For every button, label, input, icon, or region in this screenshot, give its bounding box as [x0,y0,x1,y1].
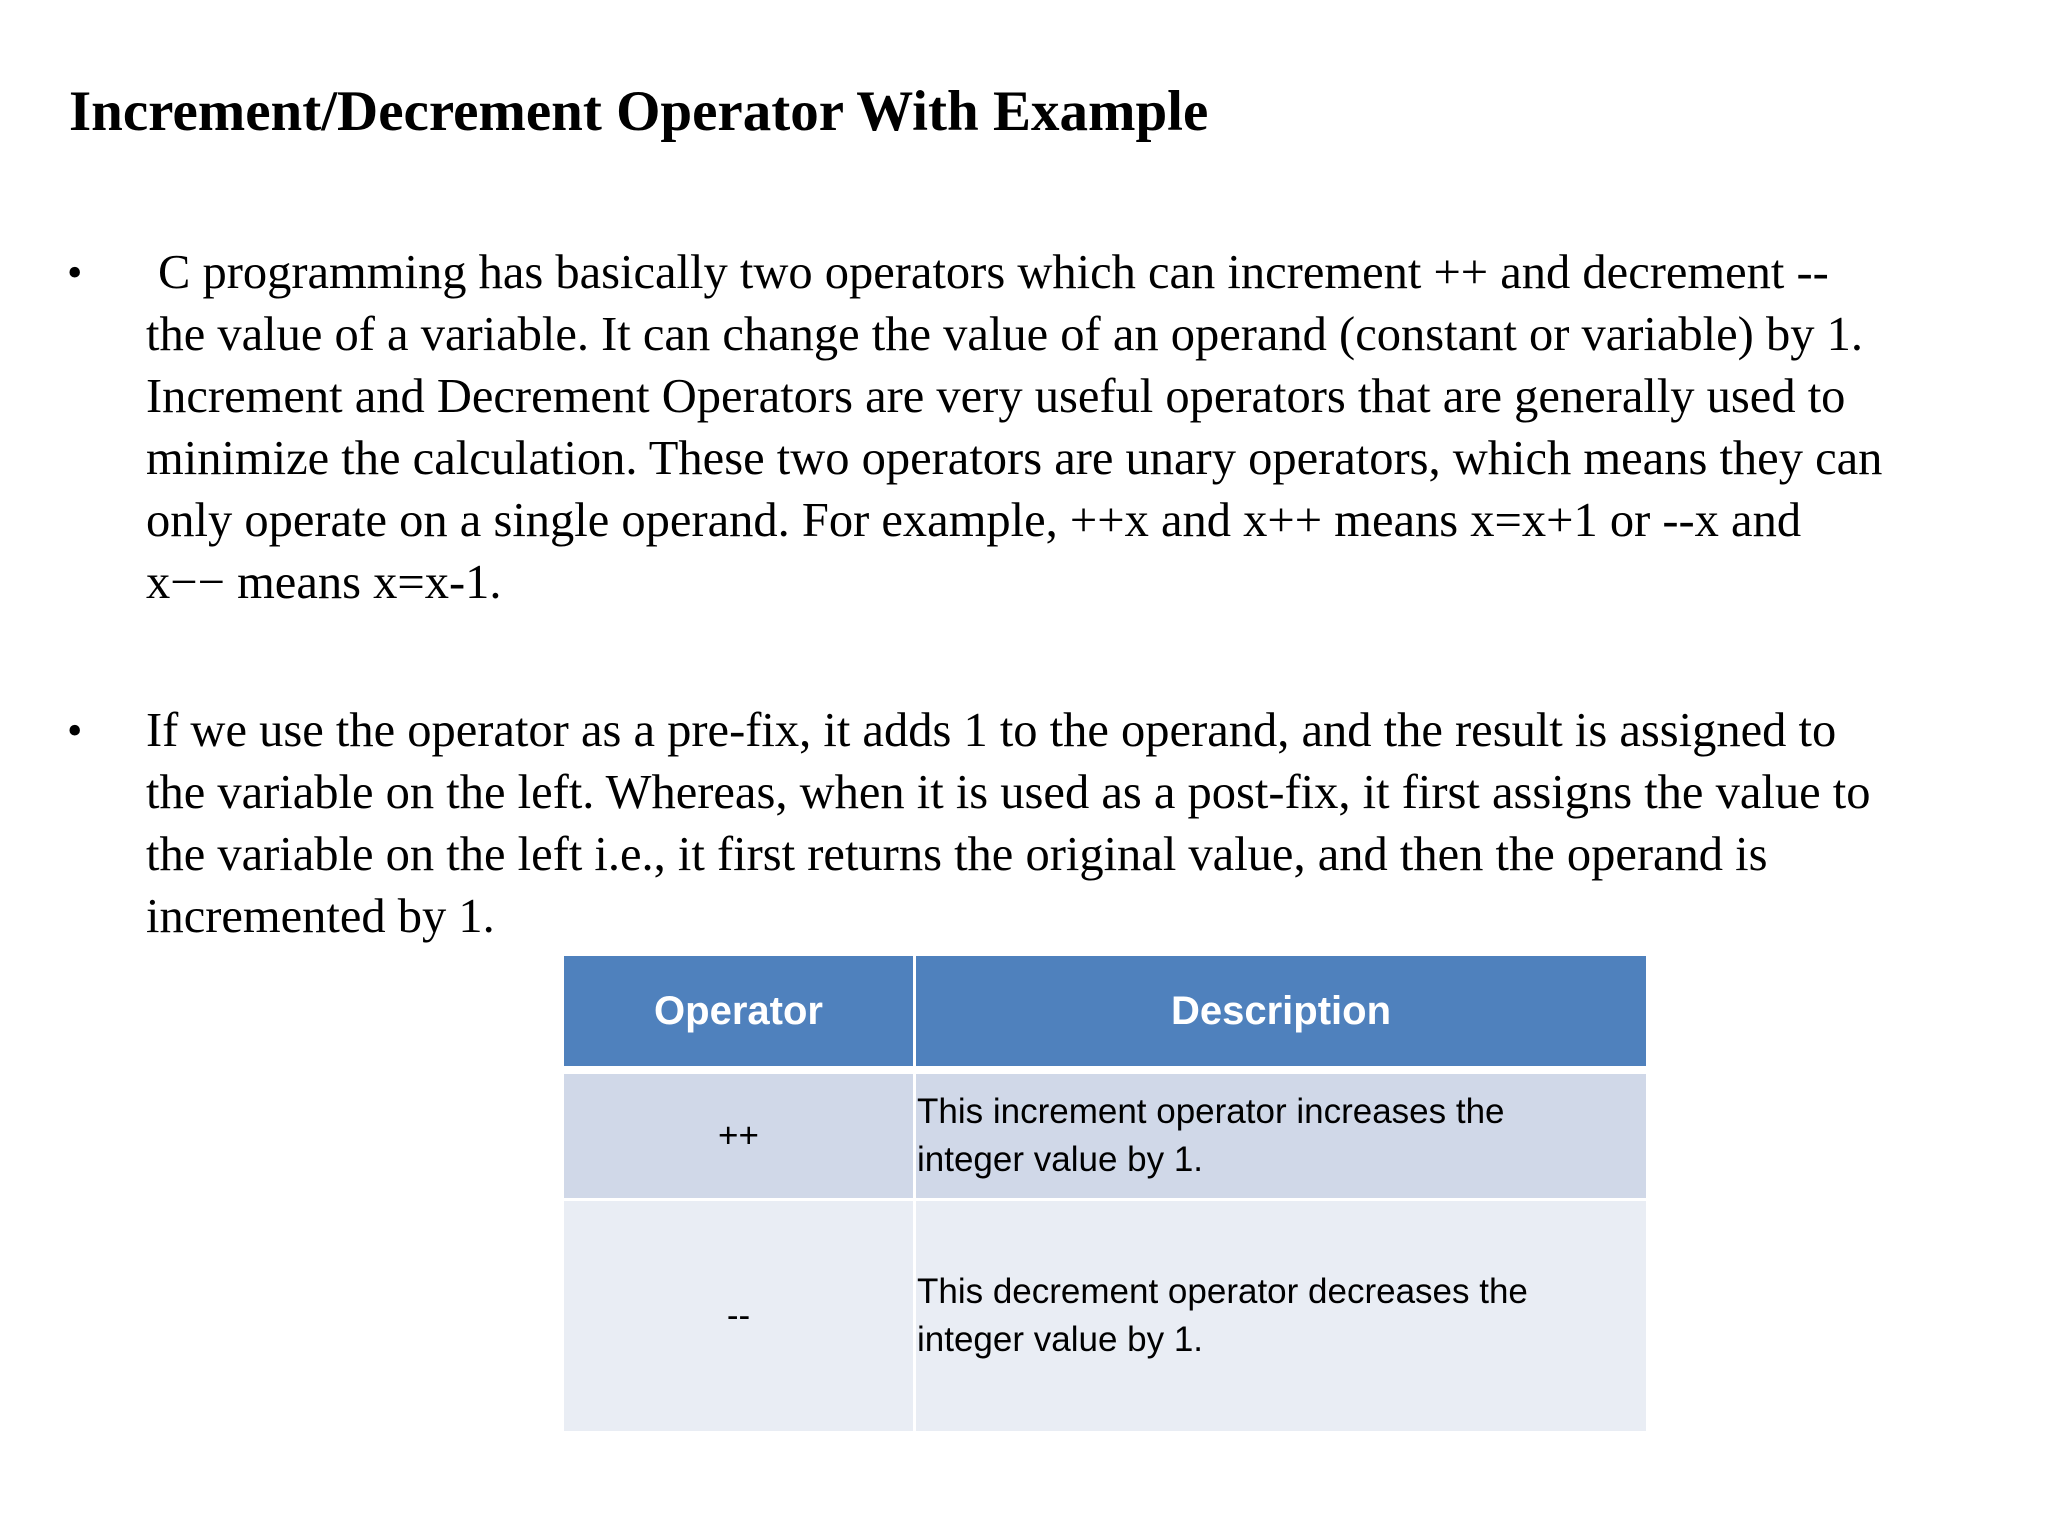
description-line: integer value by 1. [917,1320,1204,1359]
header-description: Description [915,955,1648,1071]
header-operator: Operator [563,955,915,1071]
bullet-line: Increment and Decrement Operators are very useful operators that are generally used to [146,370,1846,423]
bullet-dot-icon: • [67,248,83,297]
operator-table [561,953,1649,1434]
bullet-text [146,700,2016,948]
operator-cell: -- [563,1200,915,1433]
description-line: integer value by 1. [917,1140,1204,1179]
bullet-line: incremented by 1. [146,890,495,943]
bullet-dot-icon: • [67,706,83,755]
description-line: This decrement operator decreases the [917,1272,1528,1311]
description-line: This increment operator increases the [917,1092,1505,1131]
description-cell [915,1070,1648,1200]
bullet-line: minimize the calculation. These two operators are unary operators, which means they can [146,432,1883,485]
bullet-line: C programming has basically two operators which can increment ++ and decrement -- [158,246,1829,299]
slide-title: Increment/Decrement Operator With Example [69,80,1209,143]
table-row [563,1070,1648,1200]
bullet-line: If we use the operator as a pre-fix, it adds 1 to the operand, and the result is assigned to [146,704,1837,757]
bullet-line: the variable on the left i.e., it first returns the original value, and then the operand is [146,828,1768,881]
bullet-line: only operate on a single operand. For example, ++x and x++ means x=x+1 or --x and [146,494,1802,547]
bullet-line: the value of a variable. It can change the value of an operand (constant or variable) by 1. [146,308,1863,361]
operator-cell: ++ [563,1070,915,1200]
bullet-text [146,242,2016,614]
bullet-line: the variable on the left. Whereas, when it is used as a post-fix, it first assigns the value to [146,766,1871,819]
table-header-row [563,955,1648,1071]
bullet-line: x−− means x=x-1. [146,556,502,609]
description-cell [915,1200,1648,1433]
table-row [563,1200,1648,1433]
